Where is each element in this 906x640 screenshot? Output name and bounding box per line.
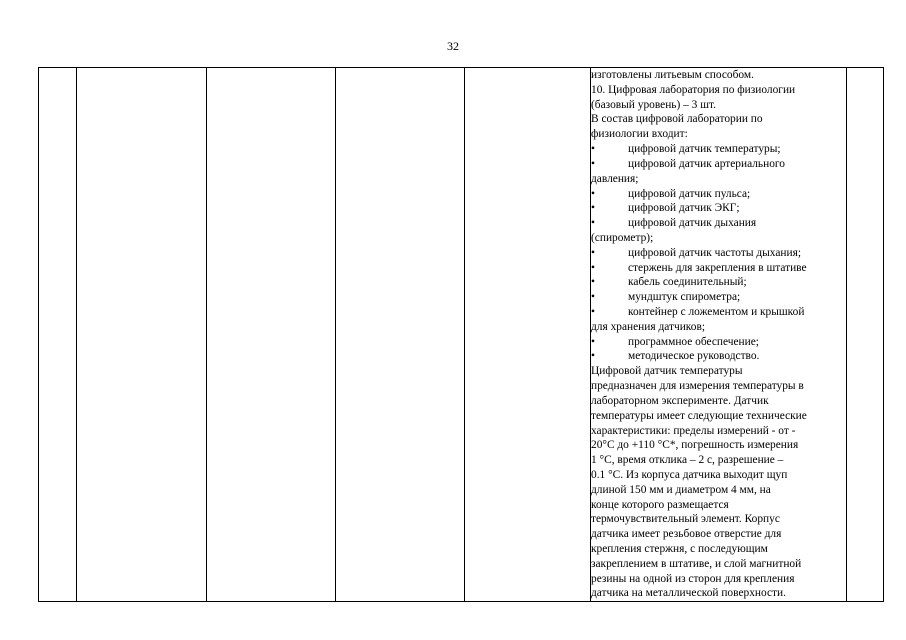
- text-line: [591, 335, 846, 350]
- text-line: [591, 172, 846, 187]
- text-line: [591, 483, 846, 498]
- text-line: [591, 290, 846, 305]
- text-line: [591, 112, 846, 127]
- bullet-marker: •: [591, 143, 595, 156]
- line-text: длиной 150 мм и диаметром 4 мм, на: [591, 483, 771, 496]
- table-row: [39, 68, 884, 602]
- text-line: [591, 572, 846, 587]
- line-text: цифровой датчик артериального: [628, 157, 785, 170]
- line-text: температуры имеет следующие технические: [591, 409, 807, 422]
- text-line: [591, 275, 846, 290]
- line-text: программное обеспечение;: [628, 335, 759, 348]
- text-line: [591, 586, 846, 601]
- text-line: [591, 216, 846, 231]
- line-text: (спирометр);: [591, 231, 654, 244]
- line-text: В состав цифровой лаборатории по: [591, 113, 763, 126]
- line-text: 10. Цифровая лаборатория по физиологии: [591, 83, 796, 96]
- description-text: [591, 68, 846, 601]
- table-cell-description: [591, 68, 847, 602]
- table-cell-2: [77, 68, 207, 602]
- line-text: давления;: [591, 172, 639, 185]
- table-cell-5: [465, 68, 591, 602]
- line-text: термочувствительный элемент. Корпус: [591, 513, 780, 526]
- bullet-marker: •: [591, 350, 595, 363]
- text-line: [591, 68, 846, 83]
- text-line: [591, 157, 846, 172]
- text-line: [591, 394, 846, 409]
- text-line: [591, 379, 846, 394]
- bullet-marker: •: [591, 276, 595, 289]
- line-text: цифровой датчик частоты дыхания;: [628, 246, 801, 259]
- line-text: закреплением в штативе, и слой магнитной: [591, 557, 802, 570]
- line-text: характеристики: пределы измерений - от -: [591, 424, 796, 437]
- bullet-marker: •: [591, 202, 595, 215]
- bullet-marker: •: [591, 246, 595, 259]
- line-text: (базовый уровень) – 3 шт.: [591, 98, 716, 111]
- table-cell-number: [39, 68, 77, 602]
- page-number: 32: [447, 39, 459, 53]
- text-line: [591, 527, 846, 542]
- text-line: [591, 498, 846, 513]
- bullet-marker: •: [591, 157, 595, 170]
- line-text: 1 °С, время отклика – 2 с, разрешение –: [591, 454, 784, 467]
- line-text: физиологии входит:: [591, 128, 688, 141]
- text-line: [591, 261, 846, 276]
- text-line: [591, 305, 846, 320]
- bullet-marker: •: [591, 261, 595, 274]
- specification-table: [38, 67, 884, 602]
- text-line: [591, 409, 846, 424]
- line-text: кабель соединительный;: [628, 276, 747, 289]
- table-cell-4: [336, 68, 465, 602]
- line-text: для хранения датчиков;: [591, 320, 705, 333]
- text-line: [591, 438, 846, 453]
- line-text: мундштук спирометра;: [628, 291, 741, 304]
- line-text: 20°С до +110 °С*, погрешность измерения: [591, 439, 799, 452]
- line-text: Цифровой датчик температуры: [591, 365, 743, 378]
- bullet-marker: •: [591, 187, 595, 200]
- line-text: конце которого размещается: [591, 498, 729, 511]
- line-text: методическое руководство.: [628, 350, 760, 363]
- bullet-marker: •: [591, 306, 595, 318]
- line-text: цифровой датчик температуры;: [628, 143, 781, 156]
- text-line: [591, 512, 846, 527]
- bullet-marker: •: [591, 335, 595, 348]
- text-line: [591, 320, 846, 335]
- text-line: [591, 246, 846, 261]
- line-text: лабораторном эксперименте. Датчик: [591, 394, 769, 407]
- text-line: [591, 424, 846, 439]
- table-cell-3: [207, 68, 336, 602]
- line-text: цифровой датчик ЭКГ;: [628, 202, 740, 215]
- text-line: [591, 468, 846, 483]
- line-text: цифровой датчик дыхания: [628, 217, 757, 230]
- line-text: стержень для закрепления в штативе: [628, 261, 807, 274]
- line-text: крепления стержня, с последующим: [591, 543, 768, 555]
- line-text: датчика на металлической поверхности.: [591, 587, 786, 600]
- line-text: цифровой датчик пульса;: [628, 187, 751, 200]
- line-text: резины на одной из сторон для крепления: [591, 572, 795, 585]
- table-cell-7: [847, 68, 884, 602]
- text-line: [591, 187, 846, 202]
- text-line: [591, 142, 846, 157]
- text-line: [591, 364, 846, 379]
- text-line: [591, 542, 846, 557]
- text-line: [591, 83, 846, 98]
- text-line: [591, 127, 846, 142]
- bullet-marker: •: [591, 217, 595, 230]
- text-line: [591, 231, 846, 246]
- text-line: [591, 557, 846, 572]
- text-line: [591, 349, 846, 364]
- line-text: датчика имеет резьбовое отверстие для: [591, 528, 782, 541]
- line-text: контейнер с ложементом и крышкой: [628, 306, 805, 318]
- text-line: [591, 453, 846, 468]
- line-text: изготовлены литьевым способом.: [591, 69, 754, 81]
- line-text: предназначен для измерения температуры в: [591, 380, 804, 393]
- text-line: [591, 201, 846, 216]
- text-line: [591, 98, 846, 113]
- line-text: 0.1 °С. Из корпуса датчика выходит щуп: [591, 468, 788, 481]
- bullet-marker: •: [591, 291, 595, 304]
